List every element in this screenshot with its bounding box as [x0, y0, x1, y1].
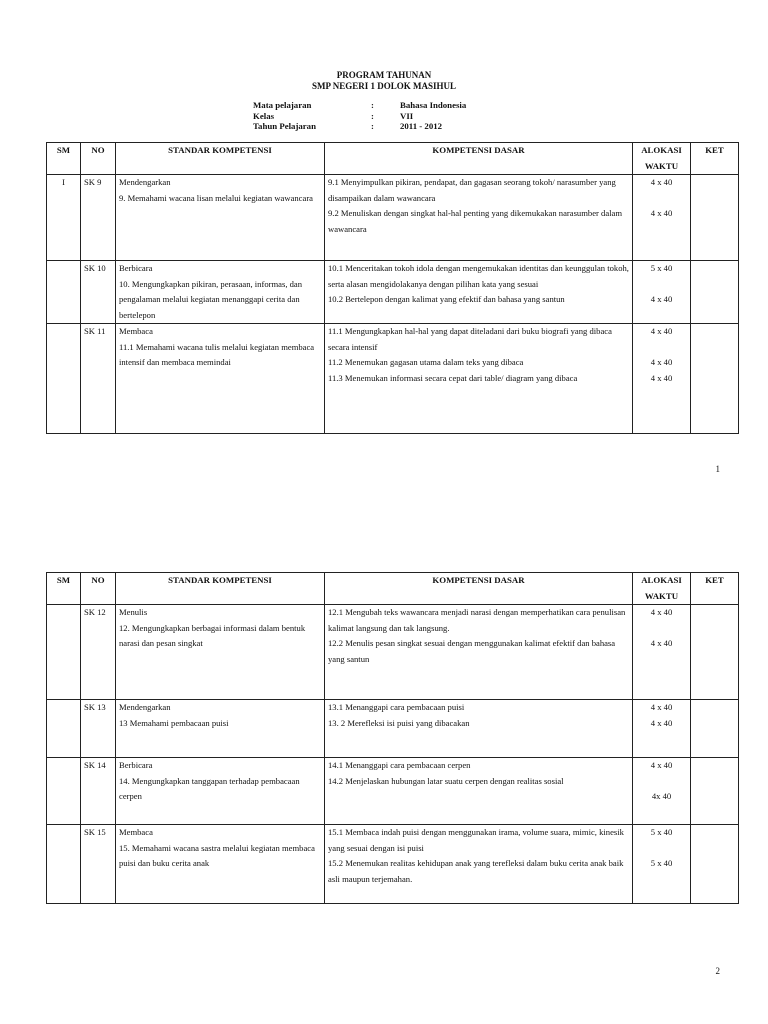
- cell-sm: I: [47, 175, 81, 261]
- kd-item: 9.1 Menyimpulkan pikiran, pendapat, dan gagasan seorang tokoh/ narasumber yang disampaikan dalam wawancara: [328, 177, 616, 203]
- page-number: 2: [715, 966, 720, 976]
- cell-ket: [691, 261, 739, 324]
- meta-colon: :: [371, 110, 374, 121]
- page-number: 1: [715, 464, 720, 474]
- sk-text: 14. Mengungkapkan tanggapan terhadap pembacaan cerpen: [119, 775, 300, 801]
- table-row: [47, 758, 739, 825]
- kd-item: 15.1 Membaca indah puisi dengan menggunakan irama, volume suara, mimic, kinesik yang sesuai dengan isi puisi: [328, 827, 624, 853]
- column-header-alokasi-waktu: [633, 143, 691, 175]
- column-header-alokasi-waktu: [633, 573, 691, 605]
- waktu-value: [636, 841, 687, 857]
- cell-standar-kompetensi: [116, 261, 325, 324]
- waktu-value: 4 x 40: [650, 177, 673, 187]
- waktu-value: 4 x 40: [650, 208, 673, 218]
- kd-item: 13.1 Menanggapi cara pembacaan puisi: [328, 702, 465, 712]
- sk-aspect: Membaca: [119, 326, 153, 336]
- cell-kompetensi-dasar: [325, 605, 633, 700]
- column-header-standar-kompetensi: STANDAR KOMPETENSI: [116, 573, 325, 605]
- waktu-value: 4 x 40: [650, 294, 673, 304]
- cell-standar-kompetensi: [116, 324, 325, 434]
- cell-standar-kompetensi: [116, 175, 325, 261]
- cell-no: SK 12: [81, 605, 116, 700]
- kd-item: 9.2 Menuliskan dengan singkat hal-hal penting yang dikemukakan narasumber dalam wawancara: [328, 208, 623, 234]
- cell-ket: [691, 700, 739, 758]
- cell-kompetensi-dasar: [325, 324, 633, 434]
- cell-ket: [691, 175, 739, 261]
- cell-no: SK 11: [81, 324, 116, 434]
- program-table-page-2: [46, 572, 739, 904]
- meta-label: Tahun Pelajaran: [253, 121, 316, 131]
- table-row: [47, 324, 739, 434]
- program-table-page-1: [46, 142, 739, 434]
- sk-aspect: Berbicara: [119, 263, 153, 273]
- kd-item: 11.2 Menemukan gagasan utama dalam teks yang dibaca: [328, 357, 524, 367]
- cell-no: SK 14: [81, 758, 116, 825]
- meta-label: Mata pelajaran: [253, 100, 312, 110]
- cell-alokasi-waktu: [633, 825, 691, 904]
- table-row: [47, 605, 739, 700]
- kd-item: 10.2 Bertelepon dengan kalimat yang efektif dan bahasa yang santun: [328, 294, 565, 304]
- meta-block: [253, 100, 466, 132]
- cell-standar-kompetensi: [116, 758, 325, 825]
- waktu-value: 5 x 40: [650, 263, 673, 273]
- cell-kompetensi-dasar: [325, 700, 633, 758]
- cell-kompetensi-dasar: [325, 175, 633, 261]
- kd-item: 10.1 Menceritakan tokoh idola dengan mengemukakan identitas dan keunggulan tokoh, serta alasan mengidolakanya dengan pilihan kata yang sesuai: [328, 263, 629, 289]
- cell-sm: [47, 261, 81, 324]
- sk-aspect: Menulis: [119, 607, 148, 617]
- cell-sm: [47, 605, 81, 700]
- header-alokasi: ALOKASI: [641, 145, 682, 155]
- waktu-value: 5 x 40: [650, 827, 673, 837]
- cell-sm: [47, 825, 81, 904]
- cell-standar-kompetensi: [116, 605, 325, 700]
- kd-item: 11.1 Mengungkapkan hal-hal yang dapat diteladani dari buku biografi yang dibaca secara intensif: [328, 326, 612, 352]
- meta-value: Bahasa Indonesia: [400, 100, 467, 110]
- meta-value: 2011 - 2012: [400, 121, 443, 131]
- column-header-no: NO: [81, 573, 116, 605]
- meta-colon: :: [371, 121, 374, 131]
- table-row: [47, 825, 739, 904]
- cell-alokasi-waktu: [633, 700, 691, 758]
- cell-kompetensi-dasar: [325, 261, 633, 324]
- waktu-value: 4 x 40: [650, 702, 673, 712]
- column-header-kompetensi-dasar: KOMPETENSI DASAR: [325, 573, 633, 605]
- waktu-value: 4 x 40: [650, 760, 673, 770]
- sk-text: 9. Memahami wacana lisan melalui kegiatan wawancara: [119, 192, 313, 203]
- waktu-value: [636, 774, 687, 790]
- cell-no: SK 9: [81, 175, 116, 261]
- waktu-value: 5 x 40: [650, 858, 673, 868]
- cell-sm: [47, 758, 81, 825]
- column-header-ket: KET: [691, 573, 739, 605]
- meta-row-year: [253, 121, 466, 132]
- table-header-row: [47, 143, 739, 175]
- sk-text: 12. Mengungkapkan berbagai informasi dalam bentuk narasi dan pesan singkat: [119, 622, 306, 648]
- waktu-value: 4 x 40: [650, 607, 673, 617]
- cell-standar-kompetensi: [116, 700, 325, 758]
- sk-aspect: Mendengarkan: [119, 177, 171, 187]
- table-header-row: [47, 573, 739, 605]
- column-header-ket: KET: [691, 143, 739, 175]
- cell-sm: [47, 700, 81, 758]
- header-alokasi: ALOKASI: [641, 575, 682, 585]
- waktu-value: [636, 277, 687, 293]
- cell-alokasi-waktu: [633, 605, 691, 700]
- document-title: PROGRAM TAHUNAN: [336, 70, 432, 80]
- kd-item: 12.1 Mengubah teks wawancara menjadi narasi dengan memperhatikan cara penulisan kalimat langsung dan tak langsung.: [328, 607, 626, 633]
- kd-item: 11.3 Menemukan informasi secara cepat dari table/ diagram yang dibaca: [328, 372, 578, 383]
- cell-standar-kompetensi: [116, 825, 325, 904]
- sk-text: 15. Memahami wacana sastra melalui kegiatan membaca puisi dan buku cerita anak: [119, 842, 315, 868]
- header-waktu: WAKTU: [644, 160, 679, 171]
- cell-alokasi-waktu: [633, 758, 691, 825]
- sk-aspect: Mendengarkan: [119, 702, 171, 712]
- cell-no: SK 13: [81, 700, 116, 758]
- school-name: SMP NEGERI 1 DOLOK MASIHUL: [311, 81, 457, 91]
- column-header-standar-kompetensi: STANDAR KOMPETENSI: [116, 143, 325, 175]
- column-header-kompetensi-dasar: KOMPETENSI DASAR: [325, 143, 633, 175]
- meta-label: Kelas: [253, 110, 275, 121]
- cell-alokasi-waktu: [633, 261, 691, 324]
- meta-row-class: [253, 111, 466, 122]
- sk-text: 13 Memahami pembacaan puisi: [119, 717, 229, 728]
- cell-ket: [691, 324, 739, 434]
- table-row: [47, 261, 739, 324]
- kd-item: 14.1 Menanggapi cara pembacaan cerpen: [328, 760, 471, 770]
- waktu-value: 4 x 40: [650, 326, 673, 336]
- meta-value: VII: [400, 110, 414, 121]
- waktu-value: 4x 40: [651, 791, 672, 801]
- kd-item: 12.2 Menulis pesan singkat sesuai dengan menggunakan kalimat efektif dan bahasa yang santun: [328, 638, 616, 664]
- column-header-sm: SM: [47, 573, 81, 605]
- cell-ket: [691, 825, 739, 904]
- cell-kompetensi-dasar: [325, 825, 633, 904]
- cell-kompetensi-dasar: [325, 758, 633, 825]
- cell-ket: [691, 605, 739, 700]
- waktu-value: 4 x 40: [650, 717, 673, 728]
- cell-alokasi-waktu: [633, 175, 691, 261]
- kd-item: 15.2 Menemukan realitas kehidupan anak yang terefleksi dalam buku cerita anak baik asli maupun terjemahan.: [328, 858, 624, 884]
- waktu-value: 4 x 40: [650, 372, 673, 383]
- sk-aspect: Berbicara: [119, 760, 153, 770]
- table-row: [47, 175, 739, 261]
- meta-row-subject: [253, 100, 466, 111]
- sk-text: 10. Mengungkapkan pikiran, perasaan, informas, dan pengalaman melalui kegiatan menanggapi cerita dan bertelepon: [119, 278, 303, 320]
- cell-ket: [691, 758, 739, 825]
- header-waktu: WAKTU: [644, 590, 679, 601]
- column-header-sm: SM: [47, 143, 81, 175]
- waktu-value: [636, 621, 687, 637]
- meta-colon: :: [371, 100, 374, 110]
- cell-sm: [47, 324, 81, 434]
- sk-aspect: Membaca: [119, 827, 153, 837]
- table-row: [47, 700, 739, 758]
- cell-no: SK 15: [81, 825, 116, 904]
- cell-no: SK 10: [81, 261, 116, 324]
- waktu-value: 4 x 40: [650, 357, 673, 367]
- column-header-no: NO: [81, 143, 116, 175]
- waktu-value: [636, 191, 687, 207]
- sk-text: 11.1 Memahami wacana tulis melalui kegiatan membaca intensif dan membaca memindai: [119, 341, 315, 367]
- cell-alokasi-waktu: [633, 324, 691, 434]
- kd-item: 13. 2 Merefleksi isi puisi yang dibacakan: [328, 717, 470, 728]
- waktu-value: [636, 340, 687, 356]
- kd-item: 14.2 Menjelaskan hubungan latar suatu cerpen dengan realitas sosial: [328, 775, 564, 786]
- waktu-value: 4 x 40: [650, 638, 673, 648]
